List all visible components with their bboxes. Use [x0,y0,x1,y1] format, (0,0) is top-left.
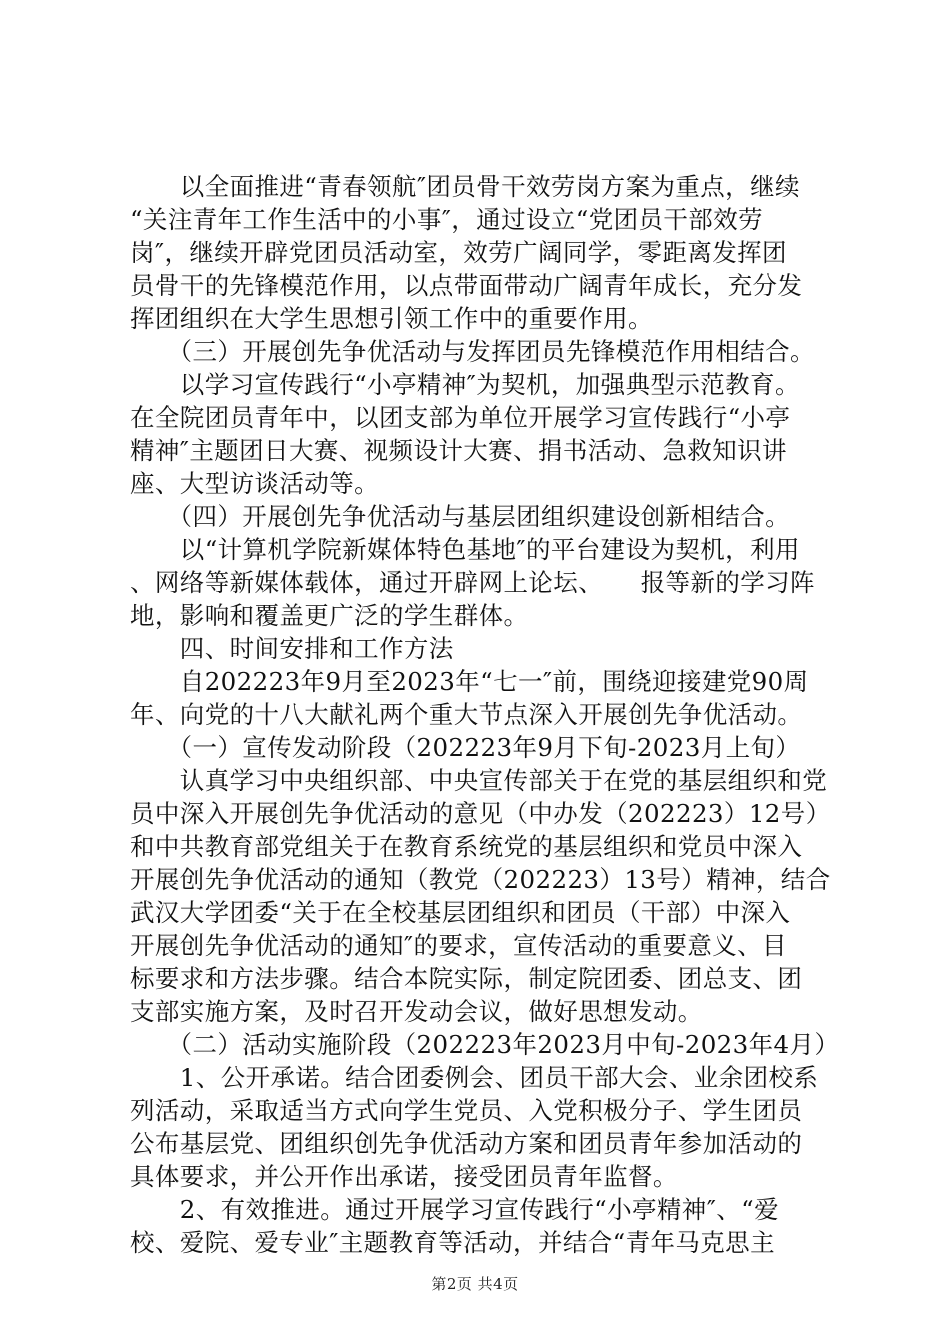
text-line: 以“计算机学院新媒体特色基地″的平台建设为契机，利用 [130,535,800,564]
text-line: 四、时间安排和工作方法 [130,634,454,663]
paragraph [130,335,830,368]
text-line: 支部实施方案，及时召开发动会议，做好思想发动。 [130,997,703,1026]
page-footer: 第2页 共4页 [431,1275,519,1293]
text-line: （二）活动实施阶段（202223年2023月中旬-2023年4月） [130,1030,840,1059]
paragraph [130,170,830,335]
text-line: 以全面推进“青春领航″团员骨干效劳岗方案为重点，继续 [130,172,800,201]
text-line: 年、向党的十八大献礼两个重大节点深入开展创先争优活动。 [130,700,803,729]
text-line: 挥团组织在大学生思想引领工作中的重要作用。 [130,304,653,333]
text-line: 地，影响和覆盖更广泛的学生群体。 [130,601,529,630]
paragraph [130,1061,830,1193]
text-line: 精神″主题团日大赛、视频设计大赛、捐书活动、急救知识讲 [130,436,787,465]
text-line: 、网络等新媒体载体，通过开辟网上论坛、 报等新的学习阵 [130,568,815,597]
text-line: “关注青年工作生活中的小事″，通过设立“党团员干部效劳 [130,205,763,234]
paragraph [130,764,830,1028]
paragraph [130,665,830,731]
text-line: 公布基层党、团组织创先争优活动方案和团员青年参加活动的 [130,1129,803,1158]
text-line: 武汉大学团委“关于在全校基层团组织和团员（干部）中深入 [130,898,791,927]
paragraph [130,1193,830,1259]
text-line: 在全院团员青年中，以团支部为单位开展学习宣传践行“小亭 [130,403,791,432]
text-line: 认真学习中央组织部、中央宣传部关于在党的基层组织和党 [130,766,828,795]
paragraph [130,731,830,764]
text-line: 开展创先争优活动的通知″的要求，宣传活动的重要意义、目 [130,931,787,960]
text-line: 员骨干的先锋模范作用，以点带面带动广阔青年成长，充分发 [130,271,803,300]
paragraph [130,500,830,533]
paragraph [130,533,830,632]
text-line: （四）开展创先争优活动与基层团组织建设创新相结合。 [130,502,791,531]
text-line: 岗″，继续开辟党团员活动室，效劳广阔同学，零距离发挥团 [130,238,787,267]
text-line: 开展创先争优活动的通知（教党（202223）13号）精神，结合 [130,865,831,894]
paragraph [130,368,830,500]
text-line: （三）开展创先争优活动与发挥团员先锋模范作用相结合。 [130,337,815,366]
paragraph [130,1028,840,1061]
paragraph [130,632,830,665]
text-line: 2、有效推进。通过开展学习宣传践行“小亭精神″、“爱 [130,1195,779,1224]
text-line: 以学习宣传践行“小亭精神″为契机，加强典型示范教育。 [130,370,800,399]
text-line: 具体要求，并公开作出承诺，接受团员青年监督。 [130,1162,678,1191]
text-line: （一）宣传发动阶段（202223年9月下旬-2023月上旬） [130,733,801,762]
text-line: 自202223年9月至2023年“七一″前，围绕迎接建党90周 [130,667,809,696]
text-line: 校、爱院、爱专业″主题教育等活动，并结合“青年马克思主 [130,1228,775,1257]
text-line: 标要求和方法步骤。结合本院实际，制定院团委、团总支、团 [130,964,803,993]
text-line: 列活动，采取适当方式向学生党员、入党积极分子、学生团员 [130,1096,803,1125]
text-line: 1、公开承诺。结合团委例会、团员干部大会、业余团校系 [130,1063,819,1092]
text-line: 员中深入开展创先争优活动的意见（中办发（202223）12号） [130,799,831,828]
text-line: 和中共教育部党组关于在教育系统党的基层组织和党员中深入 [130,832,803,861]
document-body [130,170,840,1259]
text-line: 座、大型访谈活动等。 [130,469,379,498]
